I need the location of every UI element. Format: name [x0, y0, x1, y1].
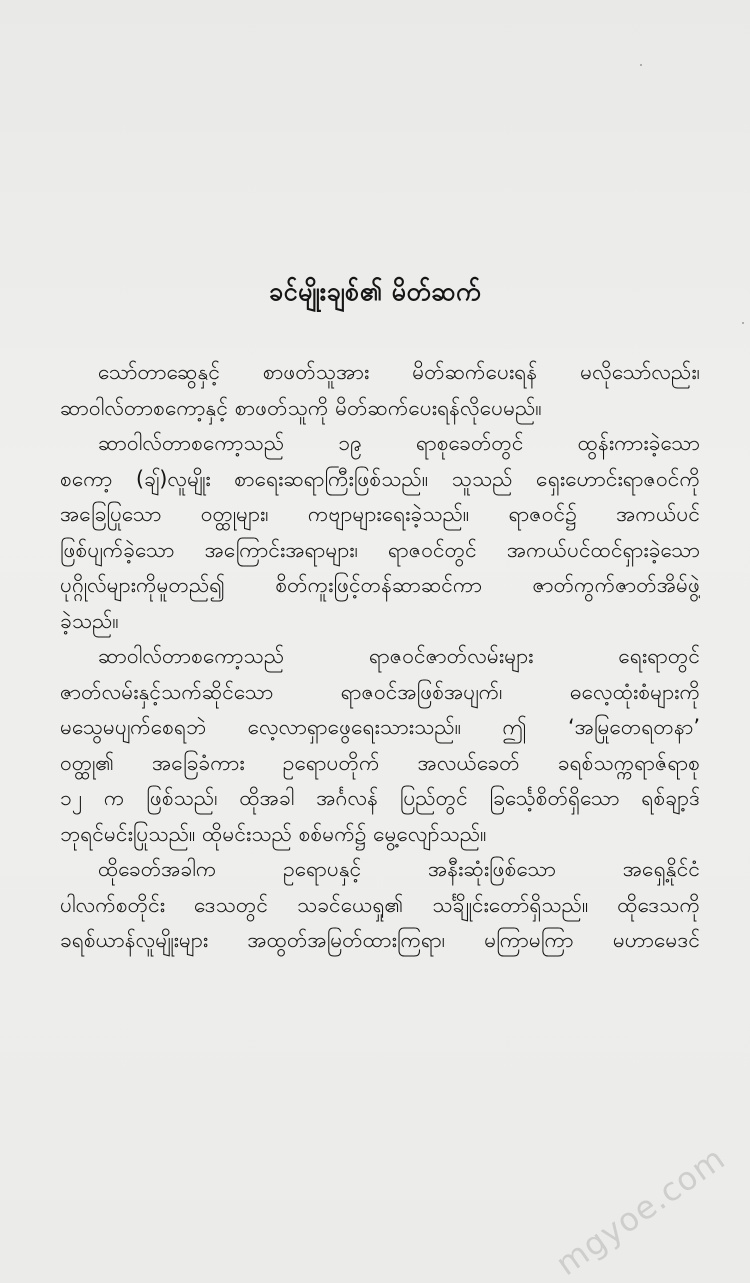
text-line: မသွေမပျက်စေရဘဲ လေ့လာရှာဖွေရေးသားသည်။ ဤ ‘အမြုတေရတနာ’	[60, 715, 700, 739]
text-line: ၁၂ က ဖြစ်သည်၊ ထိုအခါ အင်္ဂလန် ပြည်တွင် ခြင်္သေ့စိတ်ရှိသော ရစ်ချာ့ဒ်	[60, 786, 700, 810]
text-line: ပုဂ္ဂိုလ်များကိုမူတည်၍ စိတ်ကူးဖြင့်တန်ဆာဆင်ကာ ဇာတ်ကွက်ဇာတ်အိမ်ဖွဲ့	[60, 573, 700, 597]
text-line: သော်တာဆွေနှင့် စာဖတ်သူအား မိတ်ဆက်ပေးရန် မလိုသော်လည်း၊	[98, 360, 700, 384]
text-line: ဇာတ်လမ်းနှင့်သက်ဆိုင်သော ရာဇဝင်အဖြစ်အပျက်၊ ဓလေ့ထုံးစံများကို	[60, 679, 700, 704]
scan-speck	[742, 322, 744, 324]
text-line: ပါလက်စတိုင်း ဒေသတွင် သခင်ယေရှု၏ သင်္ချိုင်းတော်ရှိသည်။ ထိုဒေသကို	[60, 892, 700, 917]
text-line: ခဲ့သည်။	[60, 608, 119, 633]
text-line: ခရစ်ယာန်လူမျိုးများ အထွတ်အမြတ်ထားကြရာ၊ မကြာမကြာ မဟာမေဒင်	[60, 928, 700, 952]
text-line: ဆာဝါလ်တာစကော့နှင့် စာဖတ်သူကို မိတ်ဆက်ပေးရန်လိုပေမည်။	[60, 395, 542, 420]
text-line: ဘုရင်မင်းပြုသည်။ ထိုမင်းသည် စစ်မက်၌ မွေ့လျော်သည်။	[60, 821, 487, 846]
text-line: ဖြစ်ပျက်ခဲ့သော အကြောင်းအရာများ၊ ရာဇဝင်တွင် အကယ်ပင်ထင်ရှားခဲ့သော	[60, 537, 700, 562]
watermark: mgyoe.com	[548, 1138, 732, 1283]
text-line: ဆာဝါလ်တာစကော့သည် ရာဇဝင်ဇာတ်လမ်းများ ရေးရာတွင်	[98, 644, 700, 668]
text-line: အခြေပြုသော ဝတ္ထုများ၊ ကဗျာများရေးခဲ့သည်။ ရာဇဝင်၌ အကယ်ပင်	[60, 502, 700, 526]
text-line: ဆာဝါလ်တာစကော့သည် ၁၉ ရာစုခေတ်တွင် ထွန်းကားခဲ့သော	[98, 431, 700, 455]
chapter-title: ခင်မျိုးချစ်၏ မိတ်ဆက်	[269, 277, 481, 306]
text-line: စကော့ (ချ်)လူမျိုး စာရေးဆရာကြီးဖြစ်သည်။ သူသည် ရှေးဟောင်းရာဇဝင်ကို	[60, 466, 700, 491]
text-line: ဝတ္ထု၏ အခြေခံကား ဥရောပတိုက် အလယ်ခေတ် ခရစ်သက္ကရာဇ်ရာစု	[60, 750, 700, 775]
body-text	[60, 355, 700, 959]
text-line: ထိုခေတ်အခါက ဥရောပနှင့် အနီးဆုံးဖြစ်သော အရှေ့နိုင်ငံ	[98, 857, 700, 881]
scan-speck	[640, 64, 642, 66]
